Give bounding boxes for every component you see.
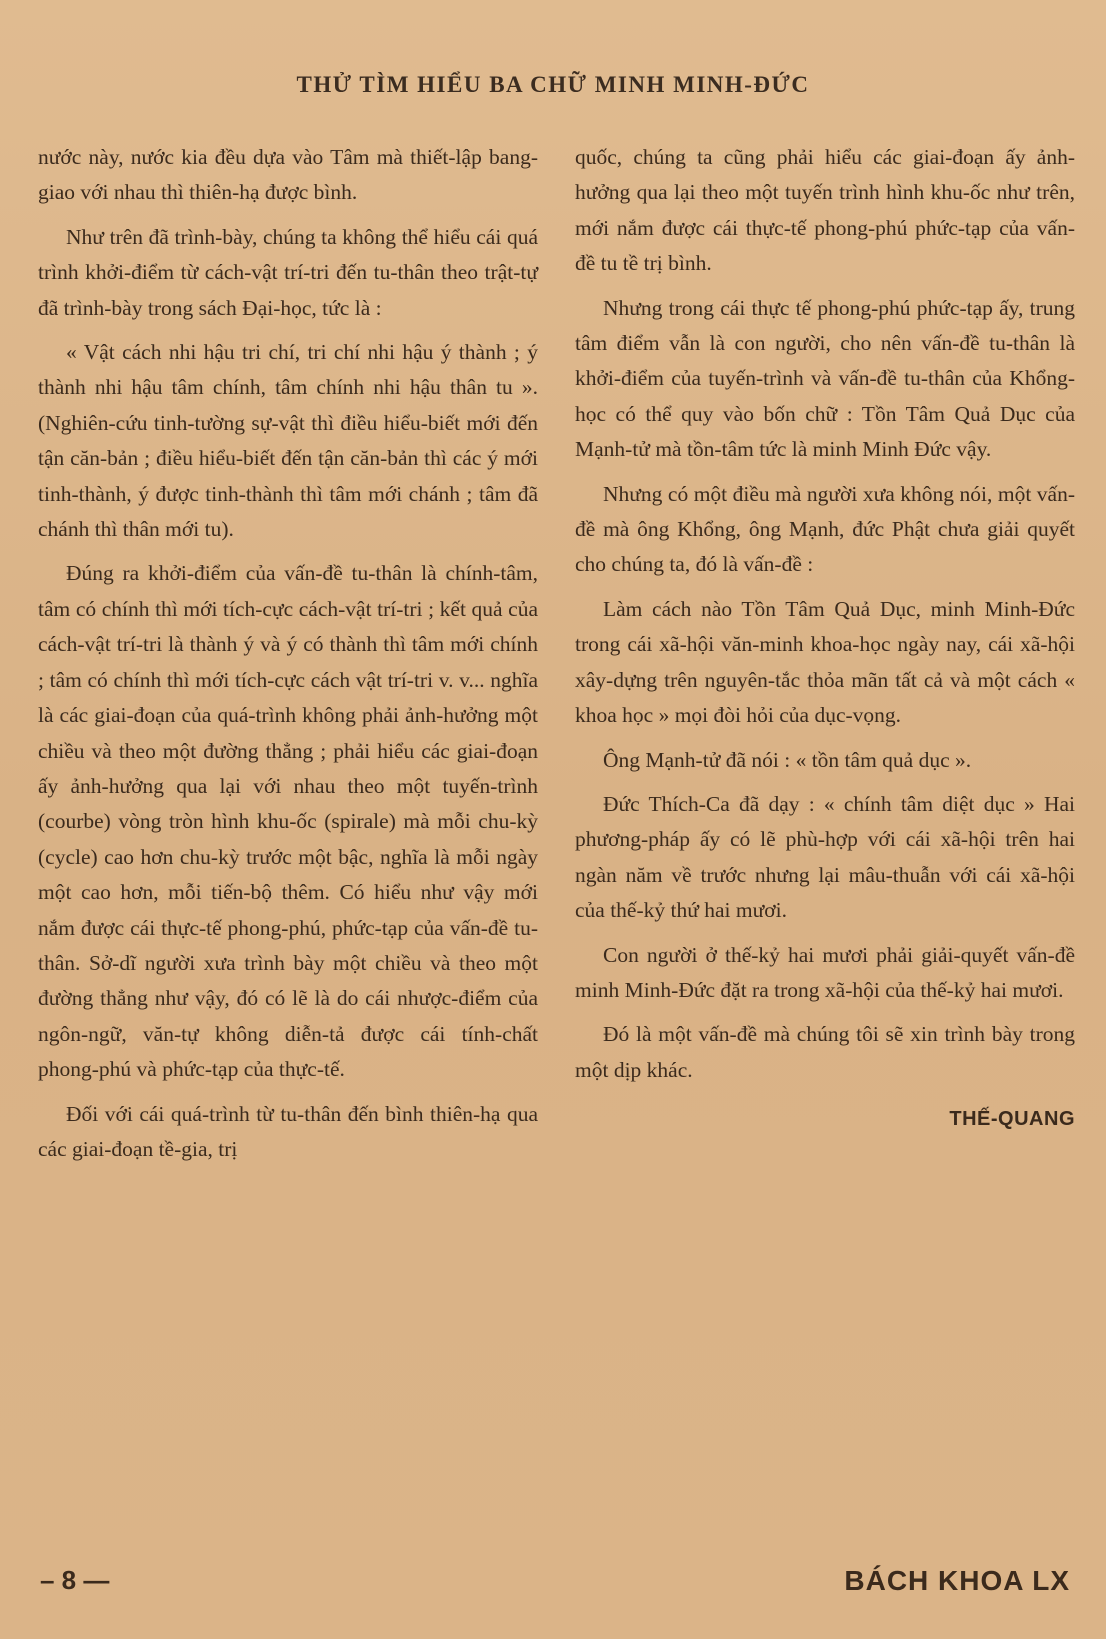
paragraph: Đúng ra khởi-điểm của vấn-đề tu-thân là chính-tâm, tâm có chính thì mới tích-cực cách-vật trí-tri ; kết quả của cách-vật trí-tri là thành ý và ý có thành thì tâm mới chính ; tâm có chính thì mới tích-cực cách vật trí-tri v. v... nghĩa là các giai-đoạn của quá-trình không phải ảnh-hưởng một chiều và theo một đường thẳng ; phải hiểu các giai-đoạn ấy ảnh-hưởng qua lại với nhau theo một tuyến-trình (courbe) vòng tròn hình khu-ốc (spirale) mà mỗi chu-kỳ (cycle) cao hơn chu-kỳ trước một bậc, nghĩa là mỗi ngày một cao hơn, mỗi tiến-bộ thêm. Có hiểu như vậy mới nắm được cái thực-tế phong-phú, phức-tạp của vấn-đề tu-thân. Sở-dĩ người xưa trình bày một chiều và theo một đường thẳng như vậy, đó có lẽ là do cái nhược-điểm của ngôn-ngữ, văn-tự không diễn-tả được cái tính-chất phong-phú và phức-tạp của thực-tế. [38,561,538,1082]
paragraph: Nhưng trong cái thực tế phong-phú phức-tạp ấy, trung tâm điểm vẫn là con người, cho nên vấn-đề tu-thân là khởi-điểm của tuyến-trình và vấn-đề tu-thân của Khổng-học có thể quy vào bốn chữ : Tồn Tâm Quả Dục của Mạnh-tử mà tồn-tâm tức là minh Minh Đức vậy. [575,295,1075,462]
paragraph: Đức Thích-Ca đã dạy : « chính tâm diệt dục » Hai phương-pháp ấy có lẽ phù-hợp với cái xã-hội trên hai ngàn năm về trước nhưng lại mâu-thuẫn với cái xã-hội của thế-kỷ thứ hai mươi. [575,791,1075,923]
author-signature: THẾ-QUANG [949,1108,1075,1131]
quotation-paragraph: « Vật cách nhi hậu tri chí, tri chí nhi hậu ý thành ; ý thành nhi hậu tâm chính, tâm chính nhi hậu thân tu ». (Nghiên-cứu tinh-tường sự-vật thì điều hiểu-biết mới đến tận căn-bản ; điều hiểu-biết đến tận căn-bản thì các ý mới tinh-thành, ý được tinh-thành thì tâm mới chánh ; tâm đã chánh thì thân mới tu). [38,340,538,542]
paragraph: Con người ở thế-kỷ hai mươi phải giải-quyết vấn-đề minh Minh-Đức đặt ra trong xã-hội của thế-kỷ hai mươi. [575,942,1075,1002]
right-column [575,140,1075,1138]
paragraph: Đối với cái quá-trình từ tu-thân đến bình thiên-hạ qua các giai-đoạn tề-gia, trị [38,1101,538,1161]
paragraph: Làm cách nào Tồn Tâm Quả Dục, minh Minh-Đức trong cái xã-hội văn-minh khoa-học ngày nay, cái xã-hội xây-dựng trên nguyên-tắc thỏa mãn tất cả và một cách « khoa học » mọi đòi hỏi của dục-vọng. [575,596,1075,728]
left-column [38,140,538,1167]
journal-name: BÁCH KHOA LX [844,1565,1070,1596]
paragraph: Đó là một vấn-đề mà chúng tôi sẽ xin trình bày trong một dịp khác. [575,1022,1075,1082]
running-title: THỬ TÌM HIỂU BA CHỮ MINH MINH-ĐỨC [296,72,810,97]
paragraph: nước này, nước kia đều dựa vào Tâm mà thiết-lập bang-giao với nhau thì thiên-hạ được bình. [38,145,538,205]
paragraph: Ông Mạnh-tử đã nói : « tồn tâm quả dục ». [603,747,972,772]
paragraph: quốc, chúng ta cũng phải hiểu các giai-đoạn ấy ảnh-hưởng qua lại theo một tuyến trình hình khu-ốc như trên, mới nắm được cái thực-tế phong-phú phức-tạp của vấn-đề tu tề trị bình. [575,145,1075,276]
paragraph: Nhưng có một điều mà người xưa không nói, một vấn-đề mà ông Khổng, ông Mạnh, đức Phật chưa giải quyết cho chúng ta, đó là vấn-đề : [575,481,1075,577]
page-number: – 8 — [40,1565,110,1595]
paragraph: Như trên đã trình-bày, chúng ta không thể hiểu cái quá trình khởi-điểm từ cách-vật trí-tri đến tu-thân theo trật-tự đã trình-bày trong sách Đại-học, tức là : [38,224,538,320]
